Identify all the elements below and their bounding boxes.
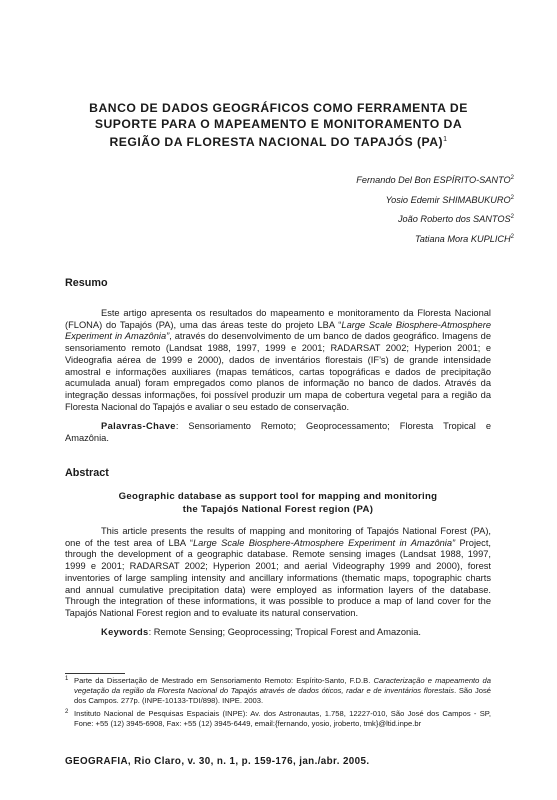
abstract-title-line: the Tapajós National Forest region (PA) (182, 503, 374, 515)
resumo-heading: Resumo (65, 277, 108, 289)
title-line: REGIÃO DA FLORESTA NACIONAL DO TAPAJÓS (PA)$^1$ (109, 135, 448, 150)
author-list (356, 170, 514, 248)
footnote-divider (65, 673, 125, 674)
title-line: BANCO DE DADOS GEOGRÁFICOS COMO FERRAMENTA DE (89, 101, 468, 115)
journal-footer: GEOGRAFIA, Rio Claro, v. 30, n. 1, p. 159-176, jan./abr. 2005. (65, 756, 370, 767)
resumo-keywords: Palavras-Chave: Sensoriamento Remoto; Geoprocessamento; Floresta Tropical e Amazônia. (65, 421, 491, 443)
author: Fernando Del Bon ESPÍRITO-SANTO$^2$ (356, 175, 514, 186)
title-line: SUPORTE PARA O MAPEAMENTO E MONITORAMENTO DA (94, 117, 463, 131)
footnote-1: 1 Parte da Dissertação de Mestrado em Sensoriamento Remoto: Espírito-Santo, F.D.B. Caracterização e mapeamento da vegetação da região da Floresta Nacional do Tapajós através de dados óticos, radar e de inventários florestais. São José dos Campos. 277p. (INPE-10133-TDI/898). INPE. 2003. (65, 676, 491, 705)
author: Yosio Edemir SHIMABUKURO$^2$ (385, 194, 514, 205)
abstract-heading: Abstract (65, 467, 109, 479)
footnote-2: 2 Instituto Nacional de Pesquisas Espaciais (INPE): Av. dos Astronautas, 1.758, 12227-010, São José dos Campos - SP, Fone: +55 (12) 3945-6908, Fax: +55 (12) 3945-6449, email:{fernando, yosio, jroberto, tmk}@ltid.inpe.br (65, 709, 491, 728)
author: João Roberto dos SANTOS$^2$ (397, 214, 514, 225)
abstract-keywords: Keywords: Remote Sensing; Geoprocessing; Tropical Forest and Amazonia. (101, 627, 421, 637)
footnote-mark: 1 (443, 136, 448, 143)
resumo-paragraph: Este artigo apresenta os resultados do mapeamento e monitoramento da Floresta Nacional (FLONA) do Tapajós (PA), uma das áreas teste do projeto LBA “Large Scale Biosphere-Atmosphere Experiment in Amazônia”, através do desenvolvimento de um banco de dados geográfico. Imagens de sensoriamento remoto (Landsat 1988, 1997, 1999 e 2001; RADARSAT 2002; Hyperion 2001; e Videografia aérea de 1999 e 2000), dados de inventários florestais (IF’s) de grande intensidade amostral e informações auxiliares (mapas temáticos, cartas topográficas e dados de precipitação acumulada anual) foram empregados como planos de informação no banco de dados. Através da integração dessas informações, foi possível produzir um mapa de cobertura vegetal para a região da Floresta Nacional do Tapajós e avaliar o seu estado de conservação. (65, 308, 491, 412)
article-title (70, 100, 487, 150)
author: Tatiana Mora KUPLICH$^2$ (414, 233, 514, 244)
abstract-title (80, 491, 476, 517)
abstract-paragraph: This article presents the results of mapping and monitoring of Tapajós National Forest (PA), one of the test area of LBA “Large Scale Biosphere-Atmosphere Experiment in Amazônia” Project, through the development of a geographic database. Remote sensing images (Landsat 1988, 1997, 1999 e 2001; RADARSAT 2002; Hyperion 2001; and aerial Videography 1999 and 2000), forest inventories of large sampling intensity and ancillary informations (thematic maps, topographic charts and annual cumulative precipitation data) were employed as information layers of the database. Through the integration of these informations, it was possible to produce a map of land cover for the Tapajós National Forest region and to evaluate its natural conservation. (65, 526, 491, 618)
abstract-title-line: Geographic database as support tool for mapping and monitoring (118, 491, 438, 502)
